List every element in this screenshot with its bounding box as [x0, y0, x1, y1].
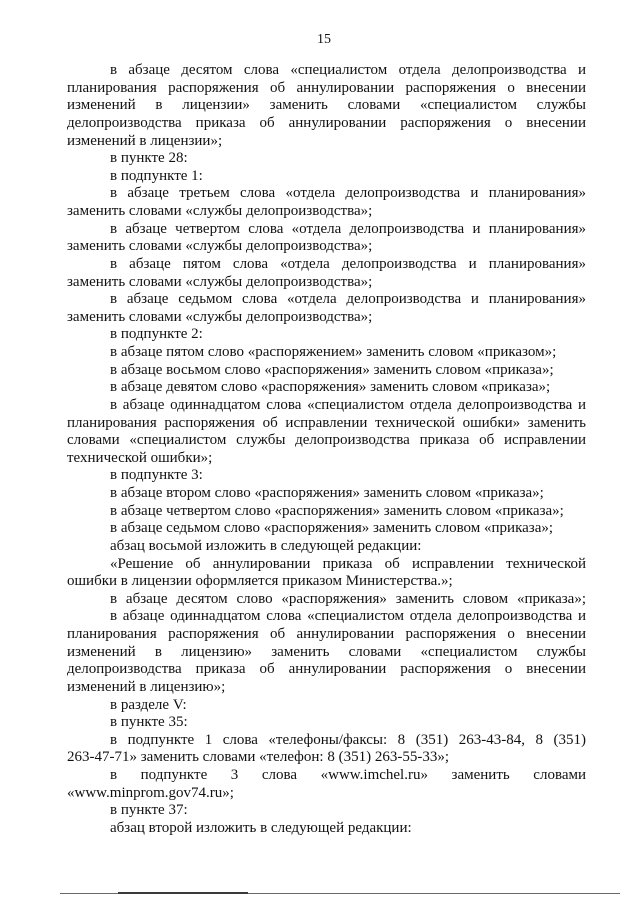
text-line: в абзаце пятом слова «отдела делопроизводства и планирования» [110, 255, 586, 272]
paragraph [67, 256, 586, 291]
text-line: словами «специалистом службы делопроизводства приказа об исправлении [67, 432, 586, 449]
text-line: изменений в лицензию» заменить словами «специалистом службы [67, 643, 586, 660]
paragraph [67, 467, 586, 485]
paragraph [67, 168, 586, 186]
text-line: в абзаце десятом слова «специалистом отдела делопроизводства и [110, 62, 586, 78]
paragraph [67, 608, 586, 696]
paragraph [67, 732, 586, 767]
text-line: изменений в лицензии» заменить словами «специалистом службы [67, 97, 586, 114]
paragraph [67, 485, 586, 503]
paragraph [67, 820, 586, 838]
text-line: в абзаце одиннадцатом слова «специалистом отдела делопроизводства и [110, 396, 586, 413]
text-line: в подпункте 3: [110, 467, 203, 484]
text-line: «Решение об аннулировании приказа об исправлении технической [110, 555, 586, 572]
paragraph [67, 520, 586, 538]
text-line: заменить словами «службы делопроизводства»; [67, 273, 373, 290]
paragraph [67, 344, 586, 362]
paragraph [67, 379, 586, 397]
paragraph [67, 150, 586, 168]
text-line: ошибки в лицензии оформляется приказом Министерства.»; [67, 573, 453, 590]
text-line: абзац второй изложить в следующей редакции: [110, 819, 412, 836]
text-line: в подпункте 2: [110, 326, 203, 343]
paragraph [67, 62, 586, 150]
text-line: в пункте 35: [110, 714, 188, 731]
paragraph [67, 326, 586, 344]
paragraph [67, 538, 586, 556]
paragraph [67, 714, 586, 732]
text-line: в абзаце десятом слово «распоряжения» заменить словом «приказа»; [110, 590, 586, 607]
text-line: в абзаце втором слово «распоряжения» заменить словом «приказа»; [110, 485, 544, 501]
text-line: заменить словами «службы делопроизводства»; [67, 203, 373, 219]
text-line: в абзаце одиннадцатом слова «специалистом отдела делопроизводства и [110, 608, 586, 625]
paragraph [67, 767, 586, 802]
text-line: планирования распоряжения об аннулировании распоряжения о внесении [67, 79, 586, 96]
text-line: заменить словами «службы делопроизводства»; [67, 238, 373, 255]
paragraph [67, 503, 586, 521]
text-line: в абзаце девятом слово «распоряжения» заменить словом «приказа»; [110, 379, 551, 396]
text-line: планирования распоряжения об аннулировании распоряжения о внесении [67, 626, 586, 642]
paragraph [67, 221, 586, 256]
body-text [67, 62, 586, 838]
text-line: делопроизводства приказа об аннулировании распоряжения о внесении [67, 114, 586, 131]
paragraph [67, 591, 586, 609]
paragraph [67, 185, 586, 220]
text-line: планирования распоряжения об исправлении технической ошибки» заменить [67, 414, 586, 431]
paragraph [67, 291, 586, 326]
text-line: в подпункте 1: [110, 167, 203, 184]
text-line: в абзаце седьмом слова «отдела делопроизводства и планирования» [110, 291, 586, 308]
text-line: в подпункте 3 слова «www.imchel.ru» заменить словами [110, 767, 586, 783]
text-line: в подпункте 1 слова «телефоны/факсы: 8 (351) 263-43-84, 8 (351) [110, 731, 586, 748]
paragraph [67, 362, 586, 380]
paragraph [67, 397, 586, 468]
page-number: 15 [317, 32, 331, 47]
text-line: делопроизводства приказа об аннулировании распоряжения о внесении [67, 661, 586, 678]
text-line: 263-47-71» заменить словами «телефон: 8 (351) 263-55-33»; [67, 749, 449, 766]
text-line: технической ошибки»; [67, 449, 213, 466]
scan-bottom-edge-mark [118, 892, 248, 894]
paragraph [67, 802, 586, 820]
text-line: заменить словами «службы делопроизводства»; [67, 308, 373, 325]
text-line: в абзаце седьмом слово «распоряжения» заменить словом «приказа»; [110, 520, 554, 537]
text-line: в абзаце третьем слова «отдела делопроизводства и планирования» [110, 185, 586, 202]
paragraph [67, 556, 586, 591]
text-line: в абзаце пятом слово «распоряжением» заменить словом «приказом»; [110, 344, 557, 360]
text-line: в пункте 28: [110, 150, 188, 167]
text-line: в пункте 37: [110, 802, 188, 819]
text-line: в абзаце четвертом слово «распоряжения» заменить словом «приказа»; [110, 502, 564, 519]
text-line: «www.minprom.gov74.ru»; [67, 784, 234, 801]
text-line: абзац восьмой изложить в следующей редакции: [110, 537, 422, 554]
text-line: в разделе V: [110, 696, 187, 713]
text-line: изменений в лицензии»; [67, 132, 223, 149]
text-line: в абзаце восьмом слово «распоряжения» заменить словом «приказа»; [110, 361, 554, 378]
text-line: в абзаце четвертом слова «отдела делопроизводства и планирования» [110, 220, 586, 237]
text-line: изменений в лицензию»; [67, 678, 226, 695]
paragraph [67, 697, 586, 715]
